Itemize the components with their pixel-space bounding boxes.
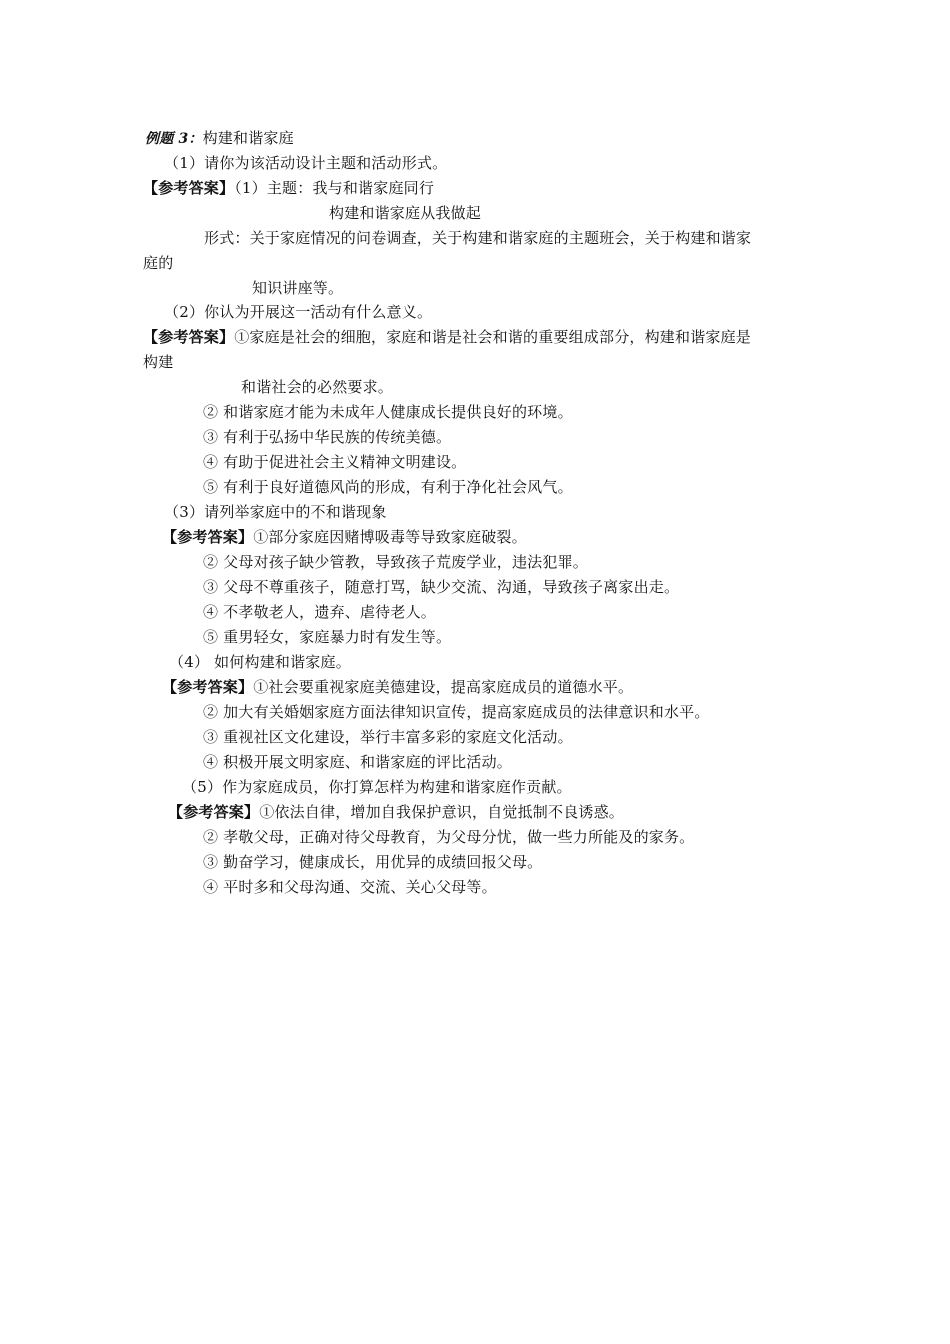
answer-1-form: 形式：关于家庭情况的问卷调查，关于构建和谐家庭的主题班会，关于构建和谐家 <box>204 229 752 247</box>
answer-2-item-1: ①家庭是社会的细胞，家庭和谐是社会和谐的重要组成部分，构建和谐家庭是 <box>234 328 752 346</box>
question-2: （2）你认为开展这一活动有什么意义。 <box>164 303 433 321</box>
answer-4-item-2: ② 加大有关婚姻家庭方面法律知识宣传，提高家庭成员的法律意识和水平。 <box>203 703 710 721</box>
answer-label: 【参考答案】 <box>143 179 235 197</box>
answer-5-line-1 <box>168 802 624 822</box>
answer-5-item-1: ①依法自律，增加自我保护意识，自觉抵制不良诱惑。 <box>259 803 625 821</box>
question-5: （5）作为家庭成员，你打算怎样为构建和谐家庭作贡献。 <box>182 778 572 796</box>
answer-2-item-1-wrap: 构建 <box>143 353 174 371</box>
answer-5-item-3: ③ 勤奋学习，健康成长，用优异的成绩回报父母。 <box>203 853 543 871</box>
answer-label: 【参考答案】 <box>168 803 260 821</box>
answer-2-item-5: ⑤ 有利于良好道德风尚的形成，有利于净化社会风气。 <box>203 478 573 496</box>
answer-4-item-1: ①社会要重视家庭美德建设，提高家庭成员的道德水平。 <box>253 678 634 696</box>
answer-1-form-wrap: 庭的 <box>143 254 174 272</box>
answer-4-line-1 <box>162 677 633 697</box>
answer-2-item-4: ④ 有助于促进社会主义精神文明建设。 <box>203 453 467 471</box>
answer-3-line-1 <box>162 527 527 547</box>
example-label: 例题 3： <box>145 131 203 147</box>
answer-2-line-1 <box>143 327 751 347</box>
answer-5-item-2: ② 孝敬父母，正确对待父母教育，为父母分忧，做一些力所能及的家务。 <box>203 828 695 846</box>
question-4: （4） 如何构建和谐家庭。 <box>169 653 351 671</box>
answer-label: 【参考答案】 <box>162 678 254 696</box>
answer-1-line-1 <box>143 178 434 198</box>
answer-1-theme: （1）主题：我与和谐家庭同行 <box>234 179 435 197</box>
answer-label: 【参考答案】 <box>162 528 254 546</box>
answer-3-item-3: ③ 父母不尊重孩子，随意打骂，缺少交流、沟通，导致孩子离家出走。 <box>203 578 680 596</box>
answer-3-item-2: ② 父母对孩子缺少管教，导致孩子荒废学业，违法犯罪。 <box>203 553 588 571</box>
question-1: （1）请你为该活动设计主题和活动形式。 <box>164 154 448 172</box>
example-heading <box>145 128 294 149</box>
answer-3-item-5: ⑤ 重男轻女，家庭暴力时有发生等。 <box>203 628 452 646</box>
answer-4-item-4: ④ 积极开展文明家庭、和谐家庭的评比活动。 <box>203 753 512 771</box>
answer-4-item-3: ③ 重视社区文化建设，举行丰富多彩的家庭文化活动。 <box>203 728 573 746</box>
answer-3-item-4: ④ 不孝敬老人，遗弃、虐待老人。 <box>203 603 436 621</box>
answer-1-theme-2: 构建和谐家庭从我做起 <box>329 204 482 222</box>
answer-3-item-1: ①部分家庭因赌博吸毒等导致家庭破裂。 <box>253 528 527 546</box>
answer-1-form-2: 知识讲座等。 <box>252 279 344 297</box>
answer-2-item-3: ③ 有利于弘扬中华民族的传统美德。 <box>203 428 452 446</box>
example-title: 构建和谐家庭 <box>202 129 294 147</box>
question-3: （3）请列举家庭中的不和谐现象 <box>164 503 387 521</box>
answer-5-item-4: ④ 平时多和父母沟通、交流、关心父母等。 <box>203 878 497 896</box>
answer-label: 【参考答案】 <box>143 328 235 346</box>
answer-2-item-2: ② 和谐家庭才能为未成年人健康成长提供良好的环境。 <box>203 403 573 421</box>
answer-2-item-1-cont: 和谐社会的必然要求。 <box>241 378 394 396</box>
